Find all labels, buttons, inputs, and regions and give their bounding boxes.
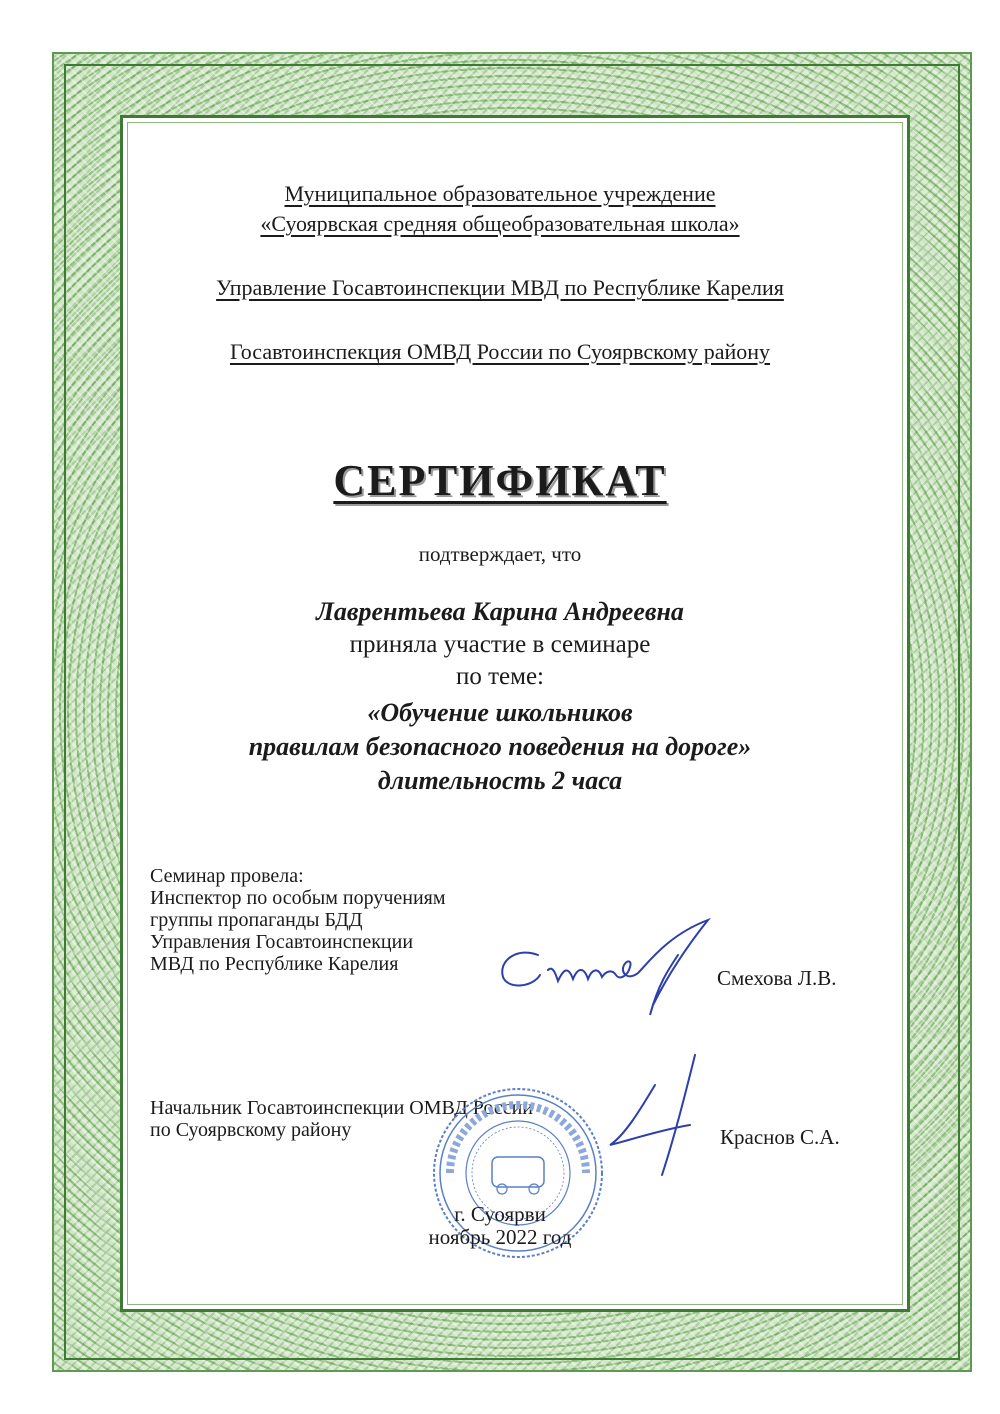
chief-name: Краснов С.А. xyxy=(720,1125,840,1149)
org-3: Госавтоинспекция ОМВД России по Суоярвскому району xyxy=(229,339,771,364)
topic-line-2: правилам безопасного поведения на дороге» xyxy=(248,732,752,761)
participation-text: приняла участие в семинаре xyxy=(349,631,651,658)
instructor-line: Инспектор по особым поручениям xyxy=(150,887,446,909)
place-text: г. Суоярви xyxy=(454,1202,546,1226)
topic-label: по теме: xyxy=(455,663,544,690)
instructor-name: Смехова Л.В. xyxy=(717,966,837,990)
org-line-1: Муниципальное образовательное учреждение xyxy=(284,181,716,206)
instructor-line: МВД по Республике Карелия xyxy=(150,953,399,975)
instructor-line: Управления Госавтоинспекции xyxy=(150,931,414,953)
chief-line: Начальник Госавтоинспекции ОМВД России xyxy=(150,1097,533,1119)
topic-line-1: «Обучение школьников xyxy=(367,698,633,727)
recipient-name: Лаврентьева Карина Андреевна xyxy=(316,597,684,626)
chief-signature xyxy=(600,1045,730,1185)
instructor-signature xyxy=(478,915,718,1025)
instructor-block xyxy=(150,865,446,975)
confirms-text: подтверждает, что xyxy=(418,542,582,566)
org-line-2: «Суоярвская средняя общеобразовательная школа» xyxy=(260,211,740,236)
date-text: ноябрь 2022 год xyxy=(428,1225,572,1249)
chief-line: по Суоярвскому району xyxy=(150,1119,352,1141)
certificate-title: СЕРТИФИКАТ xyxy=(333,456,667,505)
instructor-line: группы пропаганды БДД xyxy=(150,909,363,931)
instructor-line: Семинар провела: xyxy=(150,865,304,887)
org-2: Управление Госавтоинспекции МВД по Республике Карелия xyxy=(216,275,784,300)
duration-text: длительность 2 часа xyxy=(377,766,623,795)
